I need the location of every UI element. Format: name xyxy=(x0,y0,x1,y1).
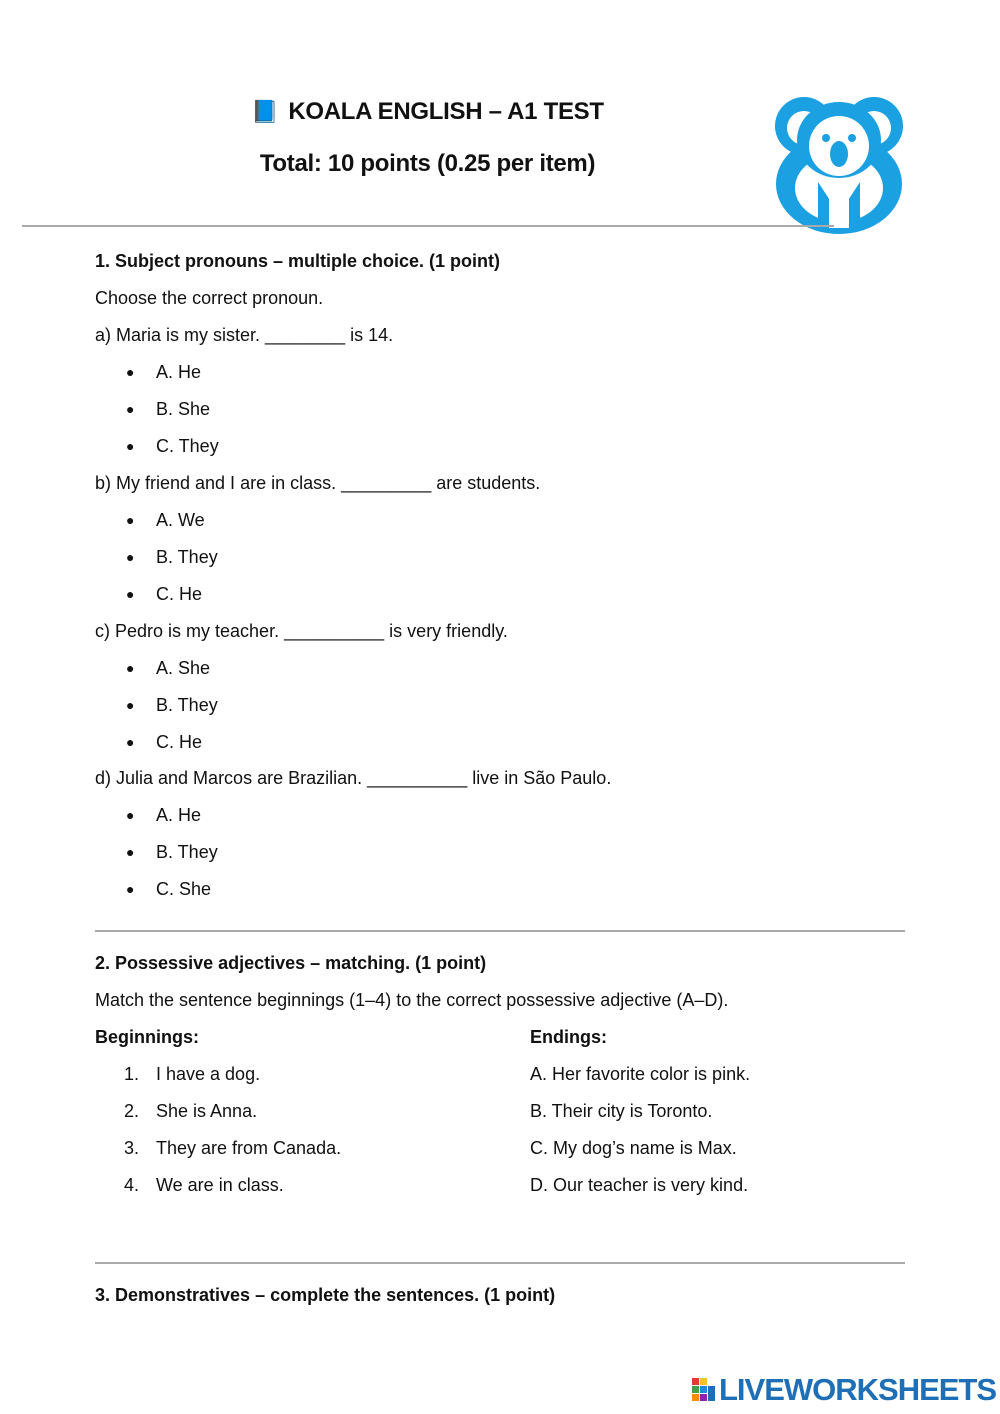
section2-heading: 2. Possessive adjectives – matching. (1 point) xyxy=(95,953,487,973)
beginnings-label: Beginnings: xyxy=(95,1027,199,1047)
option-c-2[interactable]: B. They xyxy=(156,695,218,715)
option-d-3[interactable]: C. She xyxy=(156,879,212,899)
test-title xyxy=(0,98,855,126)
question-b-prompt: b) My friend and I are in class. _________ are students. xyxy=(95,473,541,493)
test-subtitle: Total: 10 points (0.25 per item) xyxy=(259,150,596,177)
koala-logo-icon xyxy=(774,96,904,234)
option-d-1[interactable]: A. He xyxy=(156,805,202,825)
liveworksheets-brand[interactable]: LIVEWORKSHEETS xyxy=(719,1372,997,1407)
beginning-number: 3. xyxy=(124,1138,140,1158)
beginning-number: 2. xyxy=(124,1101,140,1121)
question-a-prompt: a) Maria is my sister. ________ is 14. xyxy=(95,325,394,345)
section2-instruction: Match the sentence beginnings (1–4) to the correct possessive adjective (A–D). xyxy=(95,990,729,1010)
option-b-2[interactable]: B. They xyxy=(156,547,218,567)
ending-item: A. Her favorite color is pink. xyxy=(530,1064,751,1084)
bullet-icon: ● xyxy=(126,807,135,823)
option-d-2[interactable]: B. They xyxy=(156,842,218,862)
bullet-icon: ● xyxy=(126,512,135,528)
option-a-3[interactable]: C. They xyxy=(156,436,219,456)
beginning-item: They are from Canada. xyxy=(156,1138,342,1158)
bullet-icon: ● xyxy=(126,844,135,860)
beginning-item: We are in class. xyxy=(156,1175,284,1195)
section3-heading: 3. Demonstratives – complete the sentences. (1 point) xyxy=(95,1285,556,1305)
header-divider xyxy=(22,225,834,227)
bullet-icon: ● xyxy=(126,401,135,417)
test-title-text: KOALA ENGLISH – A1 TEST xyxy=(288,98,604,125)
ending-item: B. Their city is Toronto. xyxy=(530,1101,713,1121)
beginning-number: 1. xyxy=(124,1064,140,1084)
liveworksheets-logo-icon xyxy=(692,1378,716,1402)
bullet-icon: ● xyxy=(126,586,135,602)
section-divider xyxy=(95,930,905,932)
option-a-2[interactable]: B. She xyxy=(156,399,211,419)
ending-item: D. Our teacher is very kind. xyxy=(530,1175,749,1195)
question-d-prompt: d) Julia and Marcos are Brazilian. __________ live in São Paulo. xyxy=(95,768,612,788)
question-c-prompt: c) Pedro is my teacher. __________ is very friendly. xyxy=(95,621,508,641)
section-divider xyxy=(95,1262,905,1264)
beginning-number: 4. xyxy=(124,1175,140,1195)
section1-instruction: Choose the correct pronoun. xyxy=(95,288,324,308)
section1-heading: 1. Subject pronouns – multiple choice. (1 point) xyxy=(95,251,501,271)
endings-label: Endings: xyxy=(530,1027,607,1047)
beginning-item: I have a dog. xyxy=(156,1064,261,1084)
beginning-item: She is Anna. xyxy=(156,1101,258,1121)
bullet-icon: ● xyxy=(126,697,135,713)
option-b-3[interactable]: C. He xyxy=(156,584,203,604)
bullet-icon: ● xyxy=(126,734,135,750)
bullet-icon: ● xyxy=(126,438,135,454)
bullet-icon: ● xyxy=(126,881,135,897)
bullet-icon: ● xyxy=(126,660,135,676)
book-icon: 📘 xyxy=(251,99,279,124)
option-c-1[interactable]: A. She xyxy=(156,658,211,678)
ending-item: C. My dog’s name is Max. xyxy=(530,1138,737,1158)
bullet-icon: ● xyxy=(126,364,135,380)
option-c-3[interactable]: C. He xyxy=(156,732,203,752)
option-a-1[interactable]: A. He xyxy=(156,362,202,382)
bullet-icon: ● xyxy=(126,549,135,565)
option-b-1[interactable]: A. We xyxy=(156,510,205,530)
